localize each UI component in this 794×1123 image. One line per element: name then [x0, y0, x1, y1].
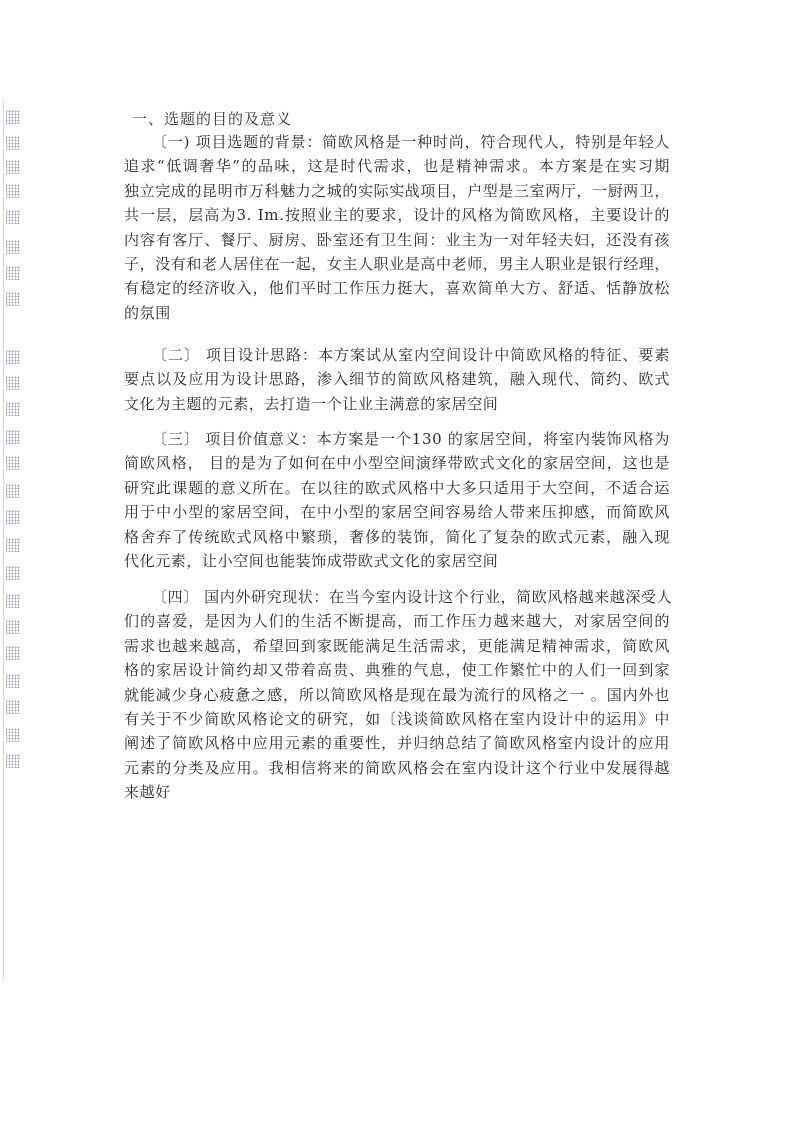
paragraph-research-status: [124, 585, 673, 805]
margin-noise: [6, 620, 20, 634]
margin-noise: [6, 728, 20, 742]
margin-noise: [6, 538, 20, 552]
margin-noise: [6, 510, 20, 524]
margin-noise: [6, 646, 20, 660]
text-line: 共一层，层高为3. Im.按照业主的要求，设计的风格为简欧风格，主要设计的: [124, 206, 670, 225]
text-line: 要点以及应用为设计思路，渗入细节的简欧风格建筑，融入现代、简约、欧式: [124, 370, 670, 389]
margin-noise: [6, 292, 20, 306]
paragraph-value-significance: [124, 427, 670, 573]
text-line: 格舍弃了传统欧式风格中繁琐，奢侈的装饰，简化了复杂的欧式元素，融入现: [124, 527, 670, 546]
text-line: 简欧风格， 目的是为了如何在中小型空间演绎带欧式文化的家居空间，这也是: [124, 454, 670, 473]
text-line: 用于中小型的家居空间，在中小型的家居空间容易给人带来压抑感，而简欧风: [124, 503, 670, 522]
paragraph-design-approach: [124, 343, 670, 416]
text-line: 阐述了简欧风格中应用元素的重要性，并归纳总结了简欧风格室内设计的应用: [124, 734, 670, 753]
text-line: 文化为主题的元素，去打造一个让业主满意的家居空间: [124, 394, 499, 413]
text-line: 〔二〕 项目设计思路：本方案试从室内空间设计中简欧风格的特征、要素: [152, 346, 670, 364]
margin-noise: [6, 266, 20, 280]
text-line: 就能减少身心疲惫之感，所以简欧风格是现在最为流行的风格之一 。国内外也: [124, 685, 670, 704]
text-line: 元素的分类及应用。我相信将来的简欧风格会在室内设计这个行业中发展得越: [124, 758, 670, 777]
text-line: 格的家居设计简约却又带着高贵、典雅的气息，使工作繁忙中的人们一回到家: [124, 661, 670, 680]
margin-noise: [6, 430, 20, 444]
margin-noise: [6, 376, 20, 390]
text-line: 代化元素，让小空间也能装饰成带欧式文化的家居空间: [124, 552, 499, 571]
paragraph-background: [124, 130, 670, 325]
margin-noise: [6, 700, 20, 714]
text-line: 〔三〕 项目价值意义：本方案是一个130 的家居空间，将室内装饰风格为: [152, 430, 670, 448]
text-line: 独立完成的昆明市万科魅力之城的实际实战项目，户型是三室两厅，一厨两卫，: [124, 181, 671, 200]
margin-noise: [6, 484, 20, 498]
text-line: 来越好: [124, 783, 171, 802]
text-line: 内容有客厅、餐厅、厨房、卧室还有卫生间：业主为一对年轻夫妇，还没有孩: [124, 230, 670, 249]
margin-noise: [6, 566, 20, 580]
margin-noise: [6, 402, 20, 416]
text-line: 〔四〕 国内外研究现状：在当今室内设计这个行业，简欧风格越来越深受人: [152, 588, 673, 606]
margin-noise: [6, 456, 20, 470]
text-line: 有稳定的经济收入，他们平时工作压力挺大，喜欢简单大方、舒适、恬静放松: [124, 279, 670, 298]
margin-noise: [6, 674, 20, 688]
margin-noise: [6, 160, 20, 174]
margin-noise: [6, 350, 20, 364]
text-line: 们的喜爱，是因为人们的生活不断提高，而工作压力越来越大，对家居空间的: [124, 612, 670, 631]
margin-noise: [6, 754, 20, 768]
text-line: 子，没有和老人居住在一起，女主人职业是高中老师，男主人职业是银行经理，: [124, 255, 671, 274]
scan-margin-artifacts: [0, 100, 22, 980]
margin-noise: [6, 110, 20, 124]
text-line: 需求也越来越高，希望回到家既能满足生活需求，更能满足精神需求，简欧风: [124, 636, 670, 655]
margin-noise: [6, 240, 20, 254]
margin-noise: [6, 184, 20, 198]
margin-noise: [6, 210, 20, 224]
text-line: 研究此课题的意义所在。在以往的欧式风格中大多只适用于大空间，不适合运: [124, 478, 670, 497]
text-line: 追求“低调奢华”的品味，这是时代需求，也是精神需求。本方案是在实习期: [124, 157, 670, 176]
section-heading: 一、选题的目的及意义: [132, 110, 293, 128]
margin-noise: [6, 136, 20, 150]
margin-line: [3, 100, 4, 980]
margin-noise: [6, 594, 20, 608]
text-line: 〔一) 项目选题的背景：简欧风格是一种时尚，符合现代人，特别是年轻人: [152, 133, 670, 151]
text-line: 的氛围: [124, 303, 171, 322]
text-line: 有关于不少简欧风格论文的研究，如〔浅谈简欧风格在室内设计中的运用》中: [124, 710, 670, 729]
